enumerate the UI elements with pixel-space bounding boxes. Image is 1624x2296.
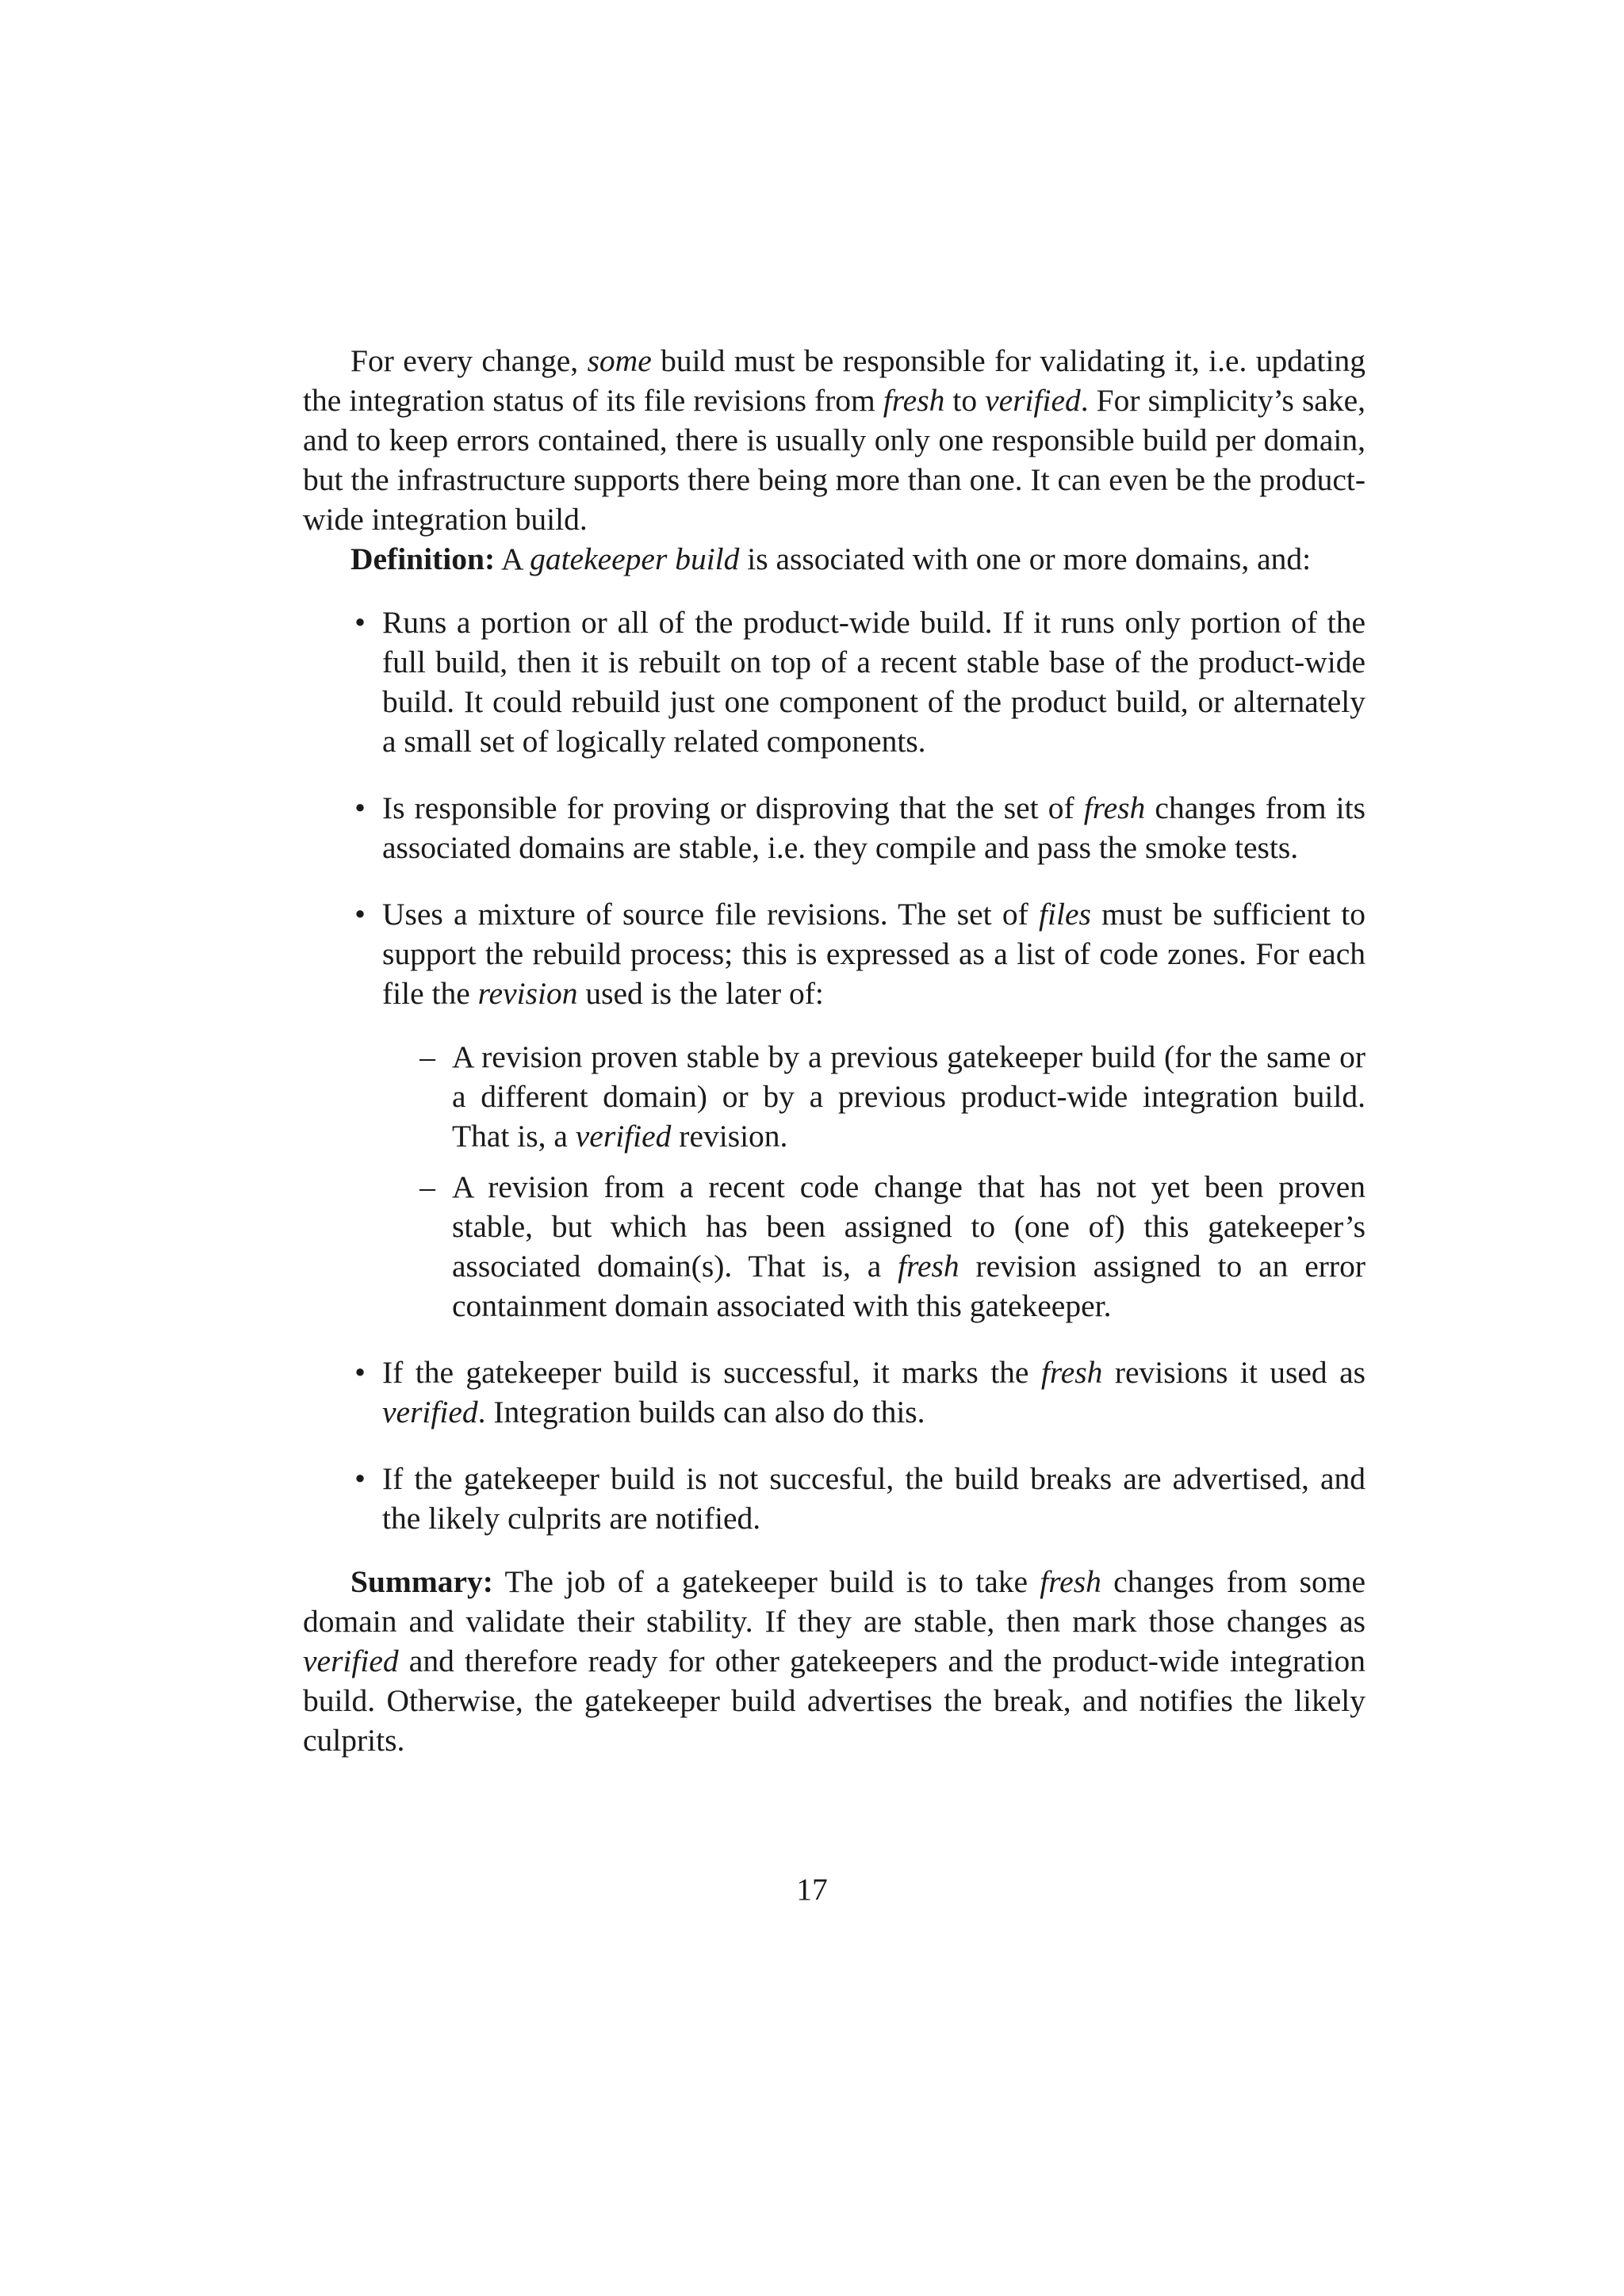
bullet-text: revisions it used as bbox=[1102, 1355, 1365, 1390]
intro-text: build must be responsible for validating it, i.e. updating the integration status of its file revisions from bbox=[303, 343, 1366, 418]
definition-label: Definition: bbox=[350, 541, 496, 576]
bullet-text: . Integration builds can also do this. bbox=[477, 1395, 925, 1429]
summary-text: and therefore ready for other gatekeepers and the product-wide integration build. Otherwise, the gatekeeper build advertises the break, and notifies the likely culprits. bbox=[303, 1644, 1365, 1758]
intro-emphasis-some: some bbox=[587, 343, 652, 378]
intro-paragraph bbox=[303, 341, 1365, 539]
intro-emphasis-verified: verified bbox=[985, 383, 1081, 418]
bullet-text: Uses a mixture of source file revisions. The set of bbox=[382, 897, 1040, 932]
dash-marker: – bbox=[419, 1169, 435, 1204]
summary-label: Summary: bbox=[350, 1564, 493, 1599]
bullet-text: Is responsible for proving or disproving that the set of bbox=[382, 790, 1084, 825]
bullet-emphasis: revision bbox=[477, 976, 578, 1011]
sub-item-emphasis: fresh bbox=[898, 1249, 959, 1284]
bullet-text: If the gatekeeper build is successful, it marks the bbox=[382, 1355, 1041, 1390]
sub-item-text: A revision proven stable by a previous gatekeeper build (for the same or a different domain) or by a previous product-wide integration build. That is, a bbox=[452, 1039, 1365, 1154]
bullet-marker: • bbox=[354, 790, 366, 825]
revision-sub-list bbox=[382, 1037, 1365, 1326]
sub-item-fresh-revision bbox=[419, 1167, 1365, 1326]
bullet-item-successful bbox=[354, 1353, 1365, 1432]
definition-bullet-list bbox=[303, 603, 1365, 1538]
bullet-item-runs-portion bbox=[354, 603, 1365, 761]
sub-item-text: revision assigned to an error containment domain associated with this gatekeeper. bbox=[452, 1249, 1365, 1323]
bullet-emphasis: fresh bbox=[1083, 790, 1146, 825]
bullet-marker: • bbox=[354, 605, 366, 640]
bullet-item-not-successful bbox=[354, 1459, 1365, 1538]
summary-text: The job of a gatekeeper build is to take bbox=[492, 1564, 1040, 1599]
bullet-emphasis: verified bbox=[382, 1395, 478, 1429]
definition-term: gatekeeper build bbox=[530, 541, 740, 576]
sub-item-text: revision. bbox=[671, 1119, 788, 1154]
definition-paragraph bbox=[303, 539, 1365, 579]
bullet-emphasis: files bbox=[1039, 897, 1091, 932]
intro-text: to bbox=[944, 383, 986, 418]
definition-text: A bbox=[495, 541, 530, 576]
bullet-text: must be sufficient to support the rebuild process; this is expressed as a list of code zones. For each file the bbox=[382, 897, 1366, 1011]
sub-item-verified-revision bbox=[419, 1037, 1365, 1156]
sub-item-emphasis: verified bbox=[575, 1119, 672, 1154]
bullet-text: Runs a portion or all of the product-wide build. If it runs only portion of the full build, then it is rebuilt on top of a recent stable base of the product-wide build. It could rebuild just one component of the product build, or alternately a small set of logically related components. bbox=[382, 605, 1365, 759]
sub-item-text: A revision from a recent code change that has not yet been proven stable, but which has been assigned to (one of) this gatekeeper’s associated domain(s). That is, a bbox=[452, 1169, 1365, 1284]
summary-text: changes from some domain and validate their stability. If they are stable, then mark those changes as bbox=[303, 1564, 1365, 1639]
bullet-text: used is the later of: bbox=[577, 976, 824, 1011]
intro-text: For every change, bbox=[350, 343, 588, 378]
bullet-marker: • bbox=[354, 897, 366, 932]
dash-marker: – bbox=[419, 1039, 435, 1074]
bullet-marker: • bbox=[354, 1461, 366, 1496]
bullet-text: If the gatekeeper build is not succesful, the build breaks are advertised, and the likely culprits are notified. bbox=[382, 1461, 1365, 1536]
page-number: 17 bbox=[796, 1872, 828, 1907]
page-body bbox=[303, 341, 1365, 1760]
bullet-item-mixture bbox=[354, 894, 1366, 1326]
bullet-item-responsible bbox=[354, 788, 1365, 867]
intro-emphasis-fresh: fresh bbox=[883, 383, 945, 418]
bullet-marker: • bbox=[354, 1355, 366, 1390]
summary-emphasis-verified: verified bbox=[303, 1644, 399, 1678]
summary-paragraph bbox=[303, 1562, 1365, 1760]
definition-text: is associated with one or more domains, and: bbox=[739, 541, 1312, 576]
bullet-text: changes from its associated domains are stable, i.e. they compile and pass the smoke tests. bbox=[382, 790, 1365, 865]
summary-emphasis-fresh: fresh bbox=[1040, 1564, 1101, 1599]
intro-text: . For simplicity’s sake, and to keep errors contained, there is usually only one responsible build per domain, but the infrastructure supports there being more than one. It can even be the product-wide integration build. bbox=[303, 383, 1366, 537]
bullet-emphasis: fresh bbox=[1040, 1355, 1103, 1390]
